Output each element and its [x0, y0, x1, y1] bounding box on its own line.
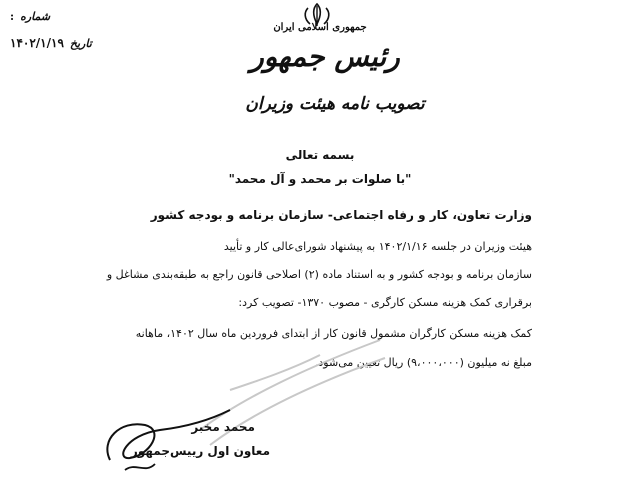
signatory-name: محمد مخبر — [191, 420, 255, 434]
body-line: برقراری کمک هزینه مسکن کارگری - مصوب ۱۳۷۰- تصویب کرد: — [238, 296, 532, 309]
republic-heading: جمهوری اسلامی ایران — [273, 22, 367, 33]
signatory-title: معاون اول رییس‌جمهور — [130, 444, 270, 458]
body-line: سازمان برنامه و بودجه کشور و به استناد ماده (۲) اصلاحی قانون راجع به طبقه‌بندی مشاغل و — [106, 268, 532, 281]
letter-date-label: تاریخ — [69, 37, 92, 50]
president-heading: رئیس جمهور — [250, 40, 400, 73]
signature-icon — [90, 400, 240, 480]
salawat-line: "با صلوات بر محمد و آل محمد" — [228, 172, 412, 186]
bismillah-line: بسمه تعالی — [285, 148, 355, 162]
body-line: هیئت وزیران در جلسه ۱۴۰۲/۱/۱۶ به پیشنهاد شورای‌عالی کار و تأیید — [223, 240, 532, 253]
body-line: مبلغ نه میلیون (۹،۰۰۰،۰۰۰) ریال تعیین می‌شود. — [314, 356, 532, 369]
body-line: کمک هزینه مسکن کارگران مشمول قانون کار از ابتدای فروردین ماه سال ۱۴۰۲، ماهانه — [135, 327, 532, 340]
letter-number-field: : — [10, 10, 15, 23]
letter-date — [10, 36, 140, 50]
letter-date-value: ۱۴۰۲/۱/۱۹ — [10, 36, 64, 50]
cabinet-resolution-heading: تصویب نامه هیئت وزیران — [245, 94, 425, 114]
letter-number-label: شماره — [20, 10, 51, 23]
addressee-line: وزارت تعاون، کار و رفاه اجتماعی- سازمان برنامه و بودجه کشور — [150, 208, 532, 222]
letter-number — [10, 10, 140, 23]
